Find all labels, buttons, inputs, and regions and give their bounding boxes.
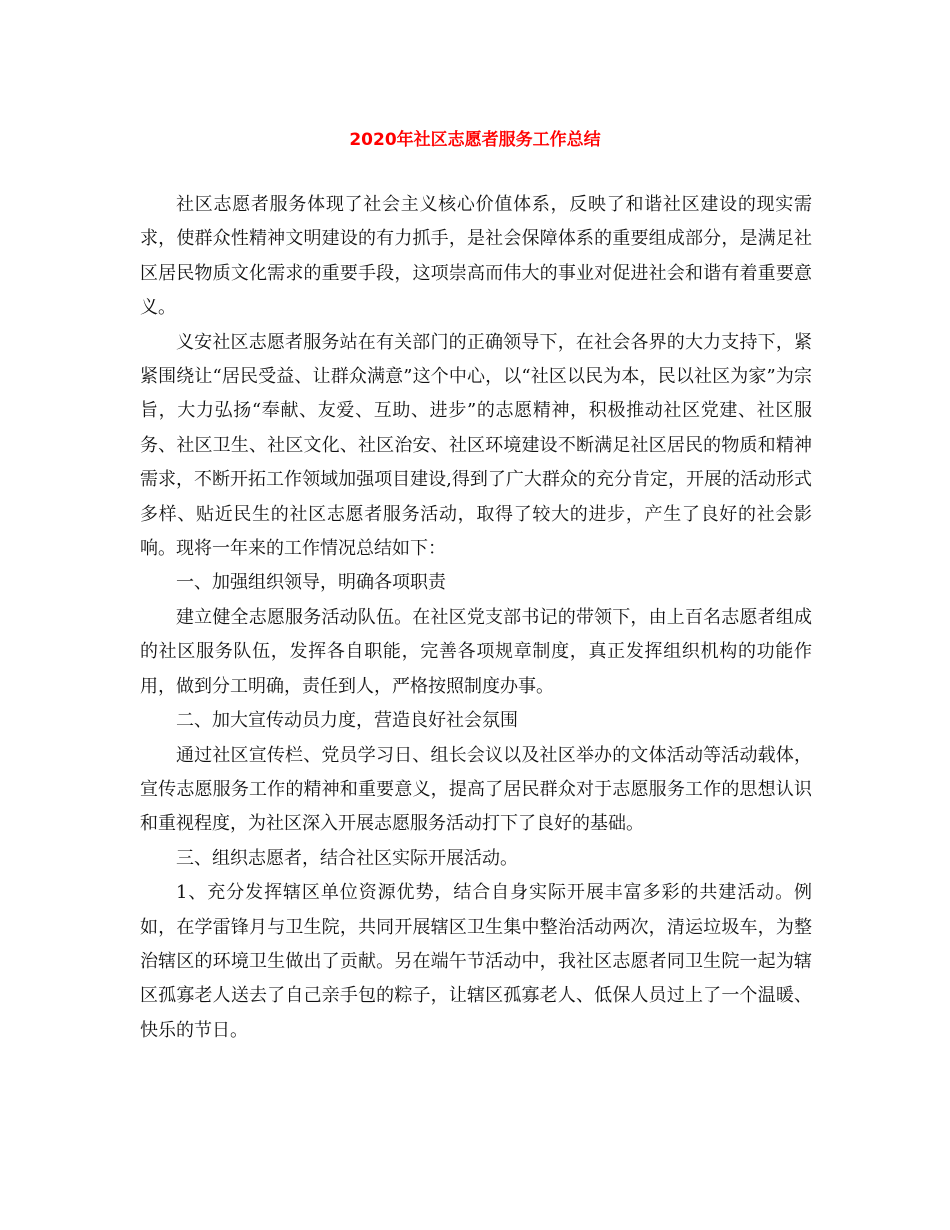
section-heading-1: 一、加强组织领导，明确各项职责 [176,572,446,594]
paragraph-overview: 义安社区志愿者服务站在有关部门的正确领导下，在社会各界的大力支持下，紧紧围绕让“居民受益、让群众满意”这个中心，以“社区以民为本，民以社区为家”为宗旨，大力弘扬“奉献、友爱、互助、进步”的志愿精神，积极推动社区党建、社区服务、社区卫生、社区文化、社区治安、社区环境建设不断满足社区居民的物质和精神需求，不断开拓工作领域加强项目建设,得到了广大群众的充分肯定，开展的活动形式多样、贴近民生的社区志愿者服务活动，取得了较大的进步，产生了良好的社会影响。现将一年来的工作情况总结如下： [140,331,812,560]
paragraph-section-1: 建立健全志愿服务活动队伍。在社区党支部书记的带领下，由上百名志愿者组成的社区服务队伍，发挥各自职能，完善各项规章制度，真正发挥组织机构的功能作用，做到分工明确，责任到人，严格按照制度办事。 [140,606,812,697]
paragraph-section-3-item-1: 1、充分发挥辖区单位资源优势，结合自身实际开展丰富多彩的共建活动。例如，在学雷锋月与卫生院，共同开展辖区卫生集中整治活动两次，清运垃圾车，为整治辖区的环境卫生做出了贡献。另在端午节活动中，我社区志愿者同卫生院一起为辖区孤寡老人送去了自己亲手包的粽子，让辖区孤寡老人、低保人员过上了一个温暖、快乐的节日。 [140,882,812,1041]
section-heading-3: 三、组织志愿者，结合社区实际开展活动。 [176,847,518,869]
paragraph-section-2: 通过社区宣传栏、党员学习日、组长会议以及社区举办的文体活动等活动载体，宣传志愿服务工作的精神和重要意义，提高了居民群众对于志愿服务工作的思想认识和重视程度，为社区深入开展志愿服务活动打下了良好的基础。 [140,744,812,835]
section-heading-2: 二、加大宣传动员力度，营造良好社会氛围 [176,710,518,732]
document-title: 2020年社区志愿者服务工作总结 [349,130,601,150]
document-body [140,188,812,1048]
paragraph-intro: 社区志愿者服务体现了社会主义核心价值体系，反映了和谐社区建设的现实需求，使群众性精神文明建设的有力抓手，是社会保障体系的重要组成部分，是满足社区居民物质文化需求的重要手段，这项崇高而伟大的事业对促进社会和谐有着重要意义。 [140,194,812,319]
